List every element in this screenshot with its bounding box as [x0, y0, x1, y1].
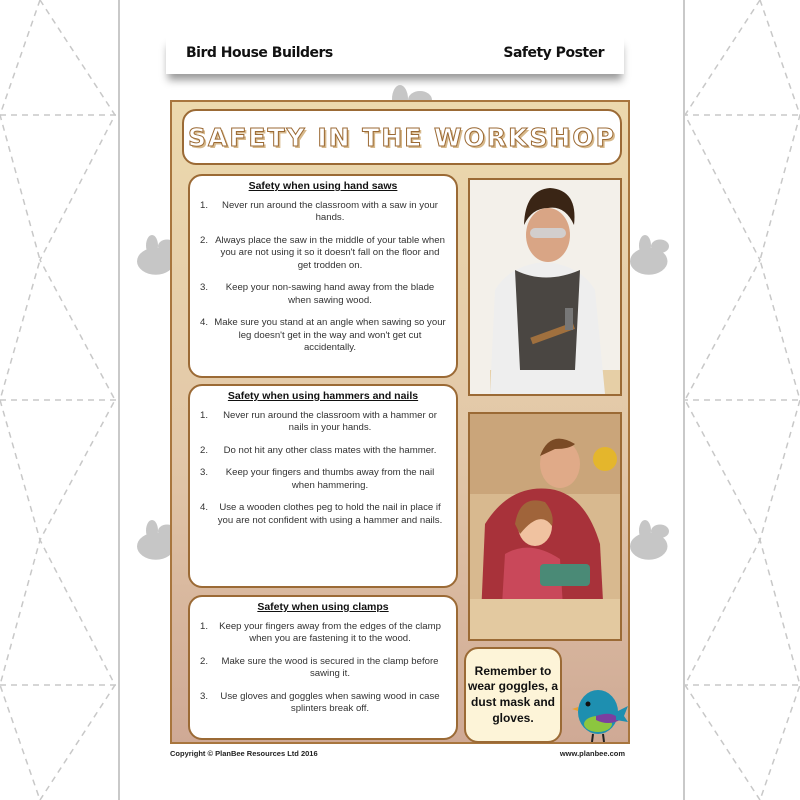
- list-item: 1. Never run around the classroom with a saw in your hands.: [200, 200, 438, 224]
- section-heading: Safety when using hammers and nails: [227, 390, 419, 402]
- hammers-section: [188, 384, 458, 588]
- safety-poster: [170, 100, 630, 744]
- list-item: 4. Use a wooden clothes peg to hold the nail in place if you are not confident with using a hammer and nails.: [200, 502, 443, 526]
- document-type: Safety Poster: [503, 45, 604, 61]
- bluebird-mascot-icon: [568, 682, 628, 742]
- list-item: 1. Never run around the classroom with a hammer or nails in your hands.: [200, 410, 437, 434]
- poster-title: SAFETY IN THE WORKSHOP: [187, 122, 616, 152]
- unit-title: Bird House Builders: [186, 45, 333, 61]
- list-item: 2. Do not hit any other class mates with the hammer.: [200, 444, 437, 456]
- father-daughter-woodwork-photo: [468, 412, 622, 641]
- list-item: 3. Use gloves and goggles when sawing wood in case splinters break off.: [200, 690, 440, 715]
- list-item: 4. Make sure you stand at an angle when sawing so your leg doesn't get in the way and won't get cut accidentally.: [200, 317, 446, 354]
- page-header: [166, 36, 624, 74]
- boy-hammering-photo: [468, 178, 622, 396]
- list-item: 3. Keep your non-sawing hand away from the blade when sawing wood.: [200, 282, 435, 306]
- section-heading: Safety when using hand saws: [248, 180, 398, 192]
- list-item: 3. Keep your fingers and thumbs away from the nail when hammering.: [200, 467, 435, 491]
- clamps-section: [188, 595, 458, 740]
- hand-saws-section: [188, 174, 458, 378]
- copyright-notice: Copyright © PlanBee Resources Ltd 2016: [170, 749, 318, 758]
- list-item: 1. Keep your fingers away from the edges of the clamp when you are fastening it to the wood.: [200, 621, 441, 645]
- website-link[interactable]: www.planbee.com: [559, 749, 625, 758]
- section-heading: Safety when using clamps: [257, 601, 389, 613]
- title-banner: [182, 109, 622, 165]
- reminder-speech-bubble: [464, 647, 562, 743]
- reminder-text: Remember to wear goggles, a dust mask and gloves.: [467, 663, 559, 725]
- list-item: 2. Make sure the wood is secured in the clamp before sawing it.: [200, 655, 439, 680]
- list-item: 2. Always place the saw in the middle of your table when you are not using it so it doesn't fall on the floor and get trodden on.: [200, 234, 445, 271]
